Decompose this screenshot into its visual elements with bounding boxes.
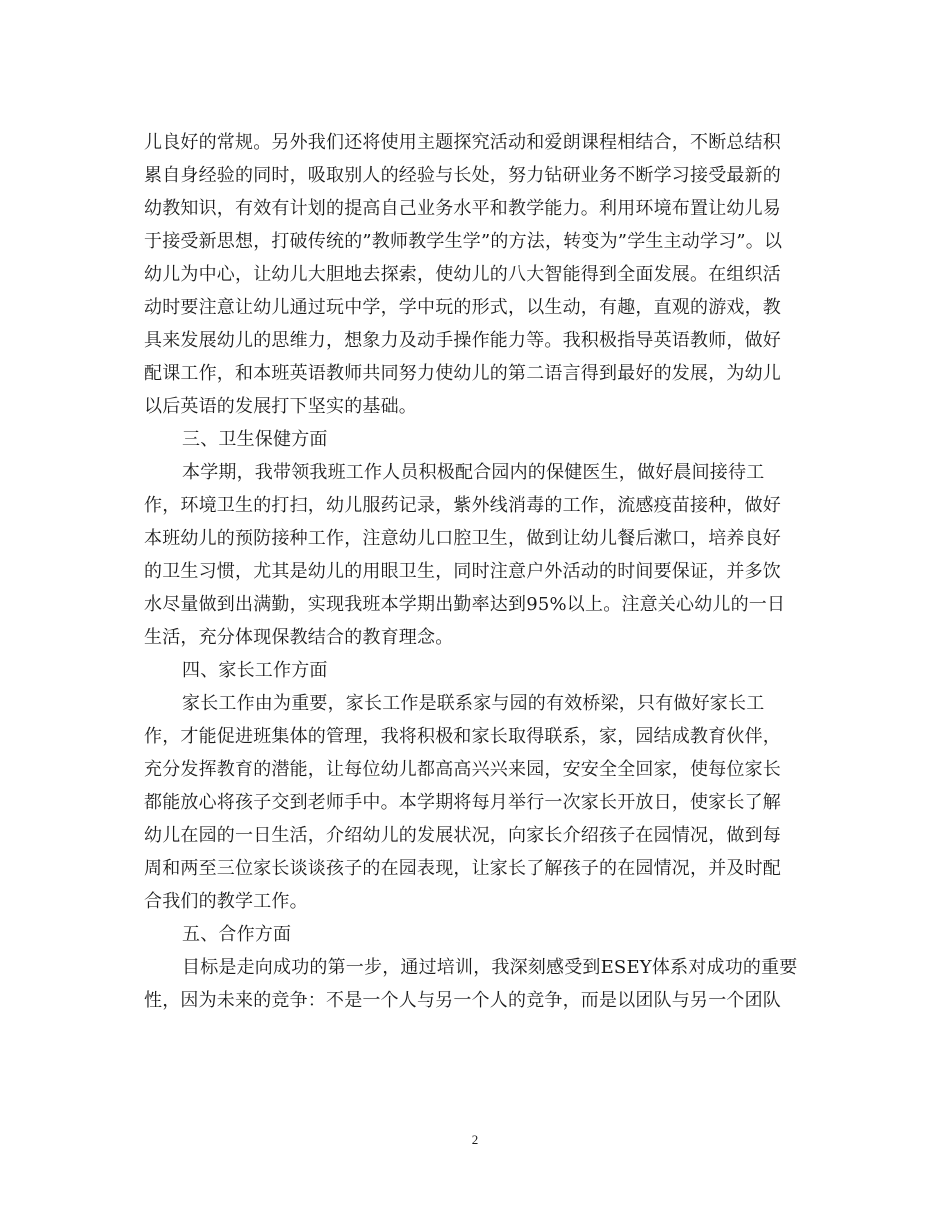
body-line: 性，因为未来的竞争：不是一个人与另一个人的竞争，而是以团队与另一个团队 xyxy=(144,990,781,1011)
body-line: 周和两至三位家长谈谈孩子的在园表现，让家长了解孩子的在园情况，并及时配 xyxy=(144,858,781,879)
body-line: 家长工作由为重要，家长工作是联系家与园的有效桥梁，只有做好家长工 xyxy=(182,693,765,714)
body-line: 累自身经验的同时，吸取别人的经验与长处，努力钻研业务不断学习接受最新的 xyxy=(144,165,781,186)
body-line: 以后英语的发展打下坚实的基础。 xyxy=(144,396,417,417)
body-line: 具来发展幼儿的思维力，想象力及动手操作能力等。我积极指导英语教师，做好 xyxy=(144,330,781,351)
body-line: 作，才能促进班集体的管理，我将积极和家长取得联系，家，园结成教育伙伴， xyxy=(144,726,781,747)
body-line: 幼教知识，有效有计划的提高自己业务水平和教学能力。利用环境布置让幼儿易 xyxy=(144,198,781,219)
body-line: 于接受新思想，打破传统的”教师教学生学”的方法，转变为”学生主动学习”。以 xyxy=(144,231,783,252)
body-line: 充分发挥教育的潜能，让每位幼儿都高高兴兴来园，安安全全回家，使每位家长 xyxy=(144,759,781,780)
page-number: 2 xyxy=(471,1132,479,1147)
body-line: 目标是走向成功的第一步，通过培训，我深刻感受到ESEY体系对成功的重要 xyxy=(182,957,798,978)
body-line: 本学期，我带领我班工作人员积极配合园内的保健医生，做好晨间接待工 xyxy=(182,462,765,483)
body-line: 合我们的教学工作。 xyxy=(144,891,308,912)
body-line: 动时要注意让幼儿通过玩中学，学中玩的形式，以生动，有趣，直观的游戏，教 xyxy=(144,297,781,318)
body-line: 本班幼儿的预防接种工作，注意幼儿口腔卫生，做到让幼儿餐后漱口，培养良好 xyxy=(144,528,781,549)
body-line: 的卫生习惯，尤其是幼儿的用眼卫生，同时注意户外活动的时间要保证，并多饮 xyxy=(144,561,781,582)
section-heading-parents: 四、家长工作方面 xyxy=(182,660,328,681)
body-line: 幼儿为中心，让幼儿大胆地去探索，使幼儿的八大智能得到全面发展。在组织活 xyxy=(144,264,781,285)
body-line: 水尽量做到出满勤，实现我班本学期出勤率达到95%以上。注意关心幼儿的一日 xyxy=(144,594,786,615)
body-line: 都能放心将孩子交到老师手中。本学期将每月举行一次家长开放日，使家长了解 xyxy=(144,792,781,813)
body-line: 生活，充分体现保教结合的教育理念。 xyxy=(144,627,454,648)
body-line: 配课工作，和本班英语教师共同努力使幼儿的第二语言得到最好的发展，为幼儿 xyxy=(144,363,781,384)
body-line: 幼儿在园的一日生活，介绍幼儿的发展状况，向家长介绍孩子在园情况，做到每 xyxy=(144,825,781,846)
section-heading-cooperation: 五、合作方面 xyxy=(182,924,292,945)
body-line: 作，环境卫生的打扫，幼儿服药记录，紫外线消毒的工作，流感疫苗接种，做好 xyxy=(144,495,781,516)
section-heading-hygiene: 三、卫生保健方面 xyxy=(182,429,328,450)
body-line: 儿良好的常规。另外我们还将使用主题探究活动和爱朗课程相结合，不断总结积 xyxy=(144,132,781,153)
